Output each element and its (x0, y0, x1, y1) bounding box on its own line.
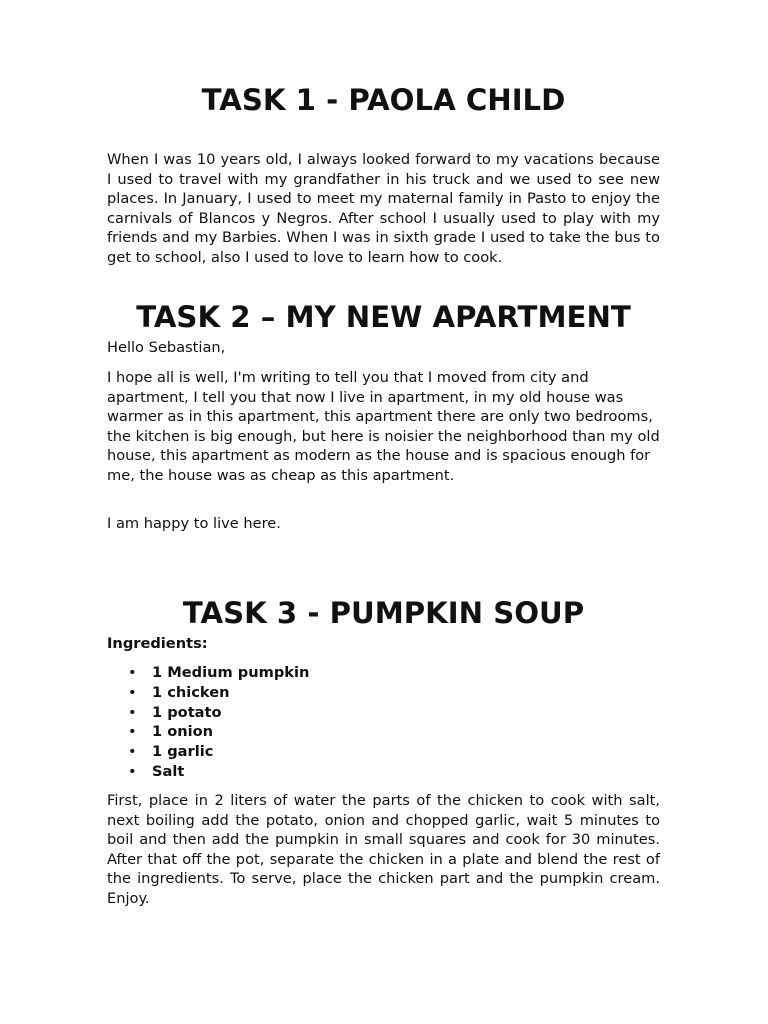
task3-instructions: First, place in 2 liters of water the parts of the chicken to cook with salt, next boiling add the potato, onion and chopped garlic, wait 5 minutes to boil and then add the pumpkin in small squares and cook for 30 minutes. After that off the pot, separate the chicken in a plate and blend the rest of the ingredients. To serve, place the chicken part and the pumpkin cream. Enjoy. (107, 792, 660, 907)
task3-title: TASK 3 - PUMPKIN SOUP (182, 596, 585, 630)
ingredient-text: Salt (152, 762, 185, 780)
task2-greeting: Hello Sebastian, (107, 339, 226, 356)
task2-title: TASK 2 – MY NEW APARTMENT (136, 300, 631, 334)
ingredient-text: 1 potato (152, 703, 222, 721)
ingredient-text: 1 chicken (152, 683, 230, 701)
task2-closing: I am happy to live here. (107, 515, 281, 532)
ingredient-text: 1 onion (152, 723, 214, 741)
ingredient-text: 1 Medium pumpkin (152, 664, 310, 681)
list-item (107, 762, 660, 782)
list-item (107, 683, 660, 703)
bullet-icon: • (128, 762, 137, 780)
task2-paragraph: I hope all is well, I'm writing to tell you that I moved from city and apartment, I tell you that now I live in apartment, in my old house was warmer as in this apartment, this apartment there are only two bedrooms, the kitchen is big enough, but here is noisier the neighborhood than my old house, this apartment as modern as the house and is spacious enough for me, the house was as cheap as this apartment. (107, 369, 660, 484)
list-item (107, 663, 660, 683)
ingredients-list (107, 663, 660, 782)
bullet-icon: • (128, 743, 137, 761)
bullet-icon: • (128, 723, 137, 741)
list-item (107, 722, 660, 742)
bullet-icon: • (128, 664, 137, 681)
bullet-icon: • (128, 683, 137, 701)
task1-paragraph: When I was 10 years old, I always looked forward to my vacations because I used to travel with my grandfather in his truck and we used to see new places. In January, I used to meet my maternal family in Pasto to enjoy the carnivals of Blancos y Negros. After school I usually used to play with my friends and my Barbies. When I was in sixth grade I used to take the bus to get to school, also I used to love to learn how to cook. (107, 151, 660, 266)
ingredients-label: Ingredients: (107, 635, 208, 652)
list-item (107, 703, 660, 723)
ingredient-text: 1 garlic (152, 743, 214, 761)
list-item (107, 742, 660, 762)
bullet-icon: • (128, 703, 137, 721)
task1-title: TASK 1 - PAOLA CHILD (201, 83, 566, 117)
